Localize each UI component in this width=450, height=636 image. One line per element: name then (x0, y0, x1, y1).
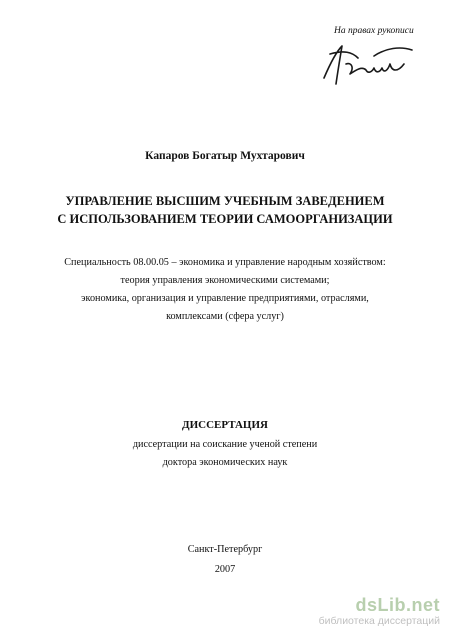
handwritten-signature (316, 34, 416, 94)
watermark (319, 595, 440, 628)
year: 2007 (214, 564, 236, 575)
author-name: Капаров Богатыр Мухтарович (145, 150, 305, 162)
degree-line-1: диссертации на соискание ученой степени (132, 439, 318, 450)
specialty-line-4: комплексами (сфера услуг) (166, 311, 284, 322)
dissertation-title (0, 192, 450, 228)
watermark-subtitle: библиотека диссертаций (318, 615, 440, 627)
watermark-logo: dsLib.net (355, 595, 440, 615)
title-line-2: С ИСПОЛЬЗОВАНИЕМ ТЕОРИИ САМООРГАНИЗАЦИИ (57, 212, 393, 226)
specialty-line-3: экономика, организация и управление предприятиями, отраслями, (81, 293, 369, 304)
specialty-line-1: Специальность 08.00.05 – экономика и управление народным хозяйством: (64, 257, 386, 268)
specialty-block (0, 254, 450, 326)
manuscript-note: На правах рукописи (334, 26, 414, 36)
degree-description (0, 436, 450, 472)
city: Санкт-Петербург (187, 544, 263, 555)
title-line-1: УПРАВЛЕНИЕ ВЫСШИМ УЧЕБНЫМ ЗАВЕДЕНИЕМ (65, 194, 385, 208)
degree-line-2: доктора экономических наук (162, 457, 288, 468)
dissertation-heading: ДИССЕРТАЦИЯ (182, 419, 268, 431)
specialty-line-2: теория управления экономическими системами; (120, 275, 330, 286)
